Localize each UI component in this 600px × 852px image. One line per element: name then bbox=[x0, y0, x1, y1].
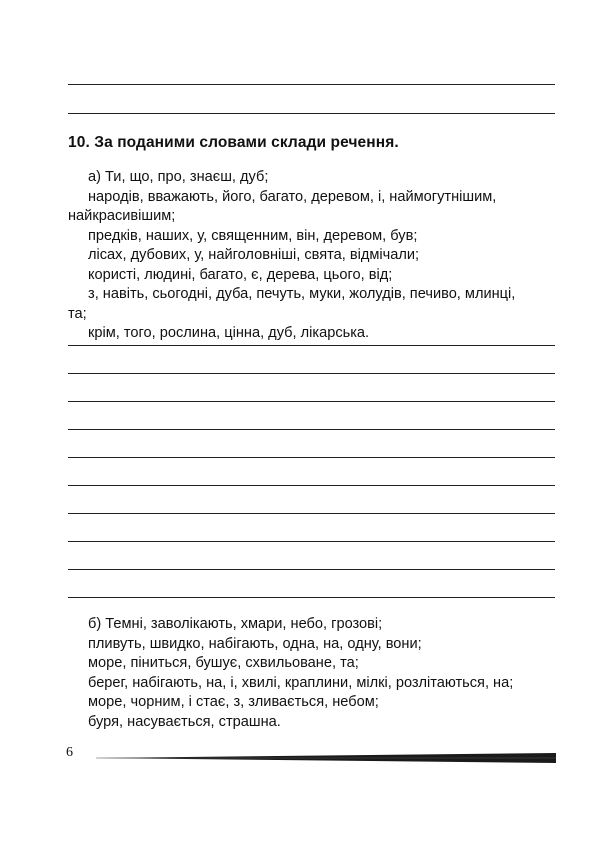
answer-line[interactable] bbox=[68, 429, 555, 430]
part-a-line: та; bbox=[68, 305, 87, 322]
part-a-line: з, навіть, сьогодні, дуба, печуть, муки, жолудів, печиво, млинці, bbox=[88, 286, 516, 302]
part-a-line: крім, того, рослина, цінна, дуб, лікарська. bbox=[88, 325, 370, 341]
footer-decorative-bar bbox=[96, 752, 556, 764]
part-b bbox=[68, 615, 558, 732]
part-a-line: користі, людині, багато, є, дерева, цього, від; bbox=[88, 266, 393, 283]
part-a-line: найкрасивішим; bbox=[68, 208, 176, 224]
answer-line[interactable] bbox=[68, 569, 555, 570]
answer-line[interactable] bbox=[68, 541, 555, 542]
answer-line[interactable] bbox=[68, 597, 555, 598]
part-a-line: лісах, дубових, у, найголовніші, свята, відмічали; bbox=[88, 247, 420, 263]
part-a bbox=[68, 168, 558, 344]
part-a-line: предків, наших, у, священним, він, деревом, був; bbox=[88, 227, 418, 244]
part-b-line: пливуть, швидко, набігають, одна, на, одну, вони; bbox=[88, 635, 422, 652]
answer-line[interactable] bbox=[68, 113, 555, 114]
answer-line[interactable] bbox=[68, 401, 555, 402]
answer-line[interactable] bbox=[68, 457, 555, 458]
answer-line[interactable] bbox=[68, 84, 555, 85]
answer-line[interactable] bbox=[68, 345, 555, 346]
part-b-line: море, піниться, бушує, схвильоване, та; bbox=[88, 655, 359, 671]
part-b-line: море, чорним, і стає, з, зливається, небом; bbox=[88, 694, 379, 710]
task-title: 10. За поданими словами склади речення. bbox=[68, 134, 399, 151]
page-number: 6 bbox=[66, 745, 73, 760]
part-b-line: берег, набігають, на, і, хвилі, краплини, мілкі, розлітаються, на; bbox=[88, 674, 514, 691]
answer-line[interactable] bbox=[68, 373, 555, 374]
part-b-line: б) Темні, заволікають, хмари, небо, грозові; bbox=[88, 616, 383, 632]
answer-line[interactable] bbox=[68, 485, 555, 486]
part-a-line: а) Ти, що, про, знаєш, дуб; bbox=[88, 169, 269, 185]
answer-line[interactable] bbox=[68, 513, 555, 514]
part-b-line: буря, насувається, страшна. bbox=[88, 713, 281, 730]
part-a-line: народів, вважають, його, багато, деревом, і, наймогутнішим, bbox=[88, 188, 497, 205]
